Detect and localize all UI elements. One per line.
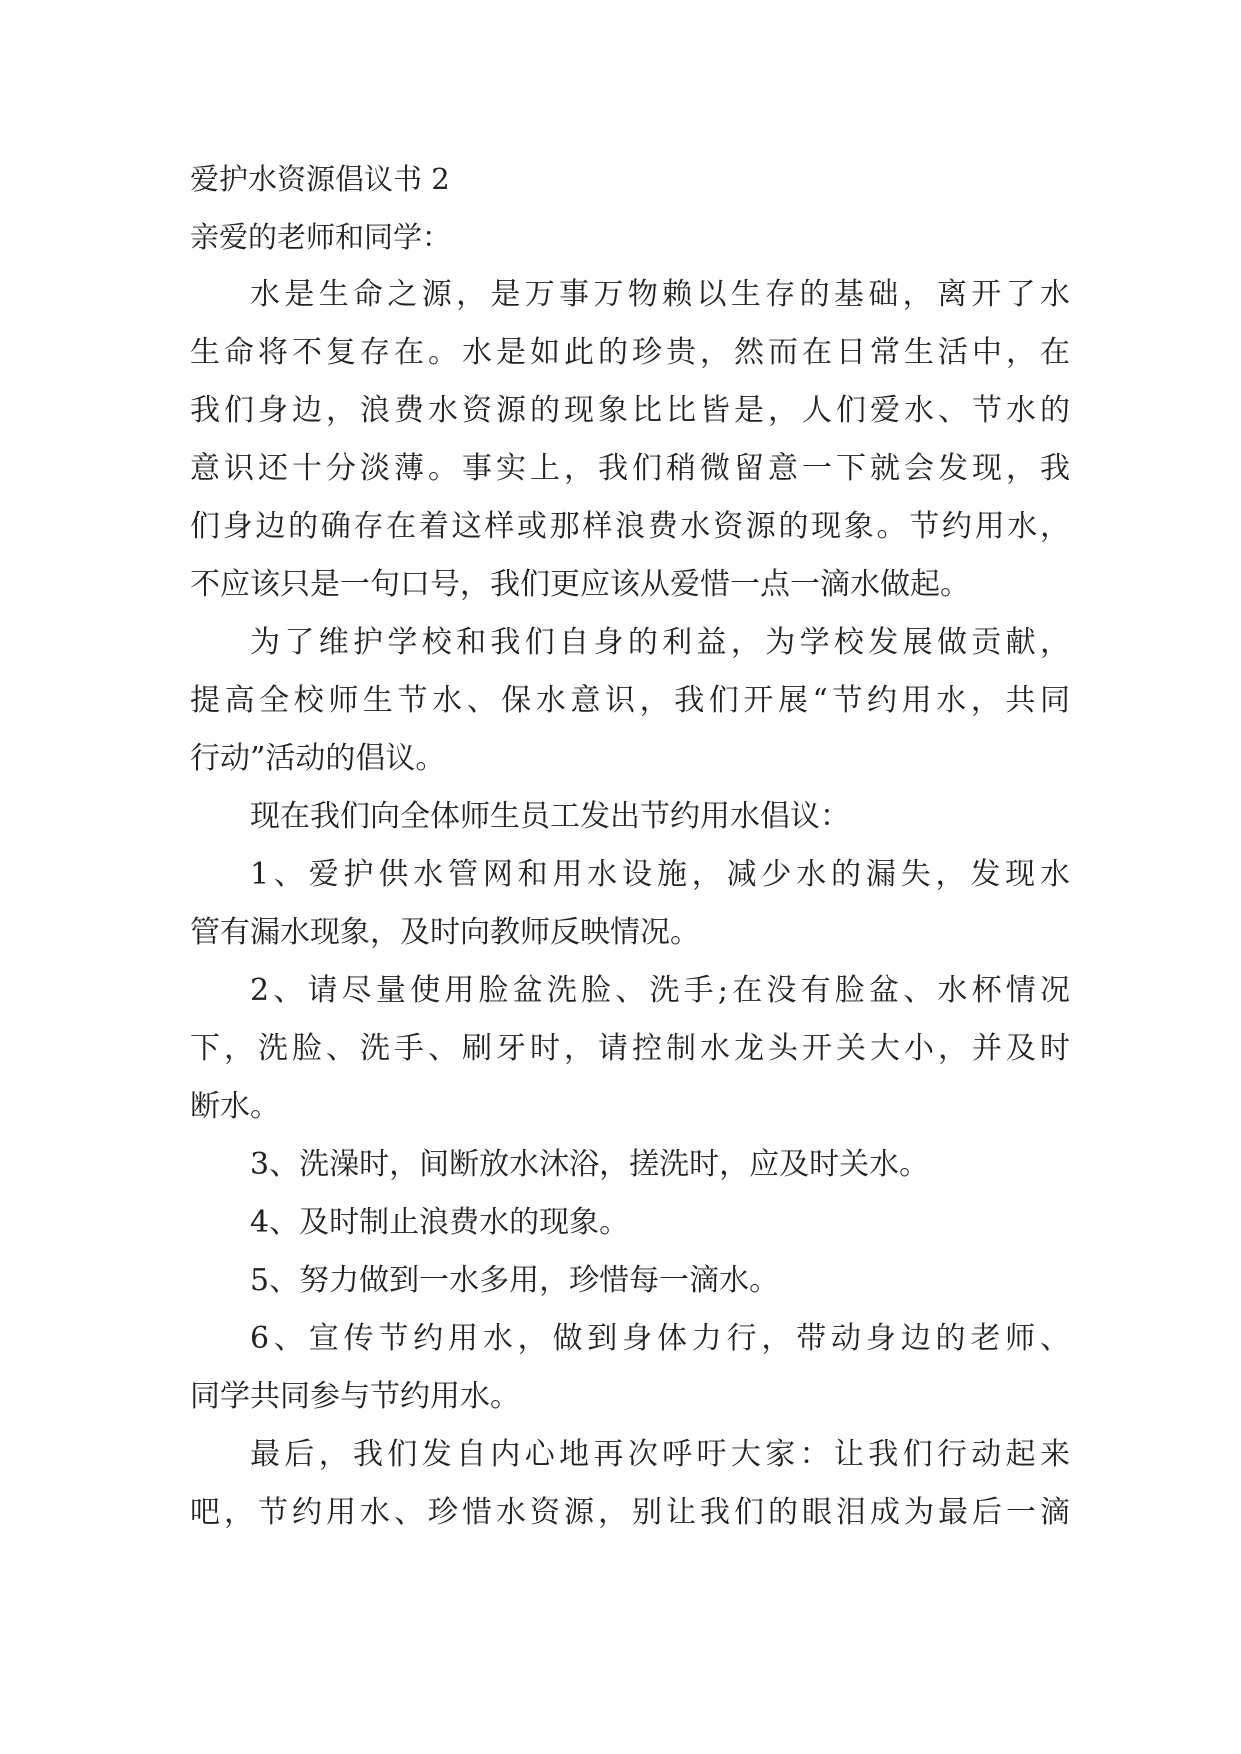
document-page <box>190 150 1070 1542</box>
greeting: 亲爱的老师和同学： <box>190 220 452 254</box>
list-item <box>190 1252 1070 1310</box>
paragraph-line: 不应该只是一句口号，我们更应该从爱惜一点一滴水做起。 <box>190 567 970 602</box>
paragraph <box>190 266 1070 614</box>
list-item <box>190 1194 1070 1252</box>
paragraph-line: 3、洗澡时，间断放水沐浴，搓洗时，应及时关水。 <box>250 1147 930 1182</box>
paragraph-line: 行动”活动的倡议。 <box>190 741 446 776</box>
paragraph-line: 4、及时制止浪费水的现象。 <box>250 1205 630 1240</box>
list-item <box>190 846 1070 962</box>
paragraph-line: 管有漏水现象，及时向教师反映情况。 <box>190 915 700 950</box>
paragraph <box>190 614 1070 788</box>
paragraph-line: 们身边的确存在着这样或那样浪费水资源的现象。节约用水， <box>190 509 1070 544</box>
paragraph-line: 水是生命之源，是万事万物赖以生存的基础，离开了水 <box>250 277 1070 312</box>
paragraph-line: 生命将不复存在。水是如此的珍贵，然而在日常生活中，在 <box>190 335 1070 370</box>
paragraph-line: 5、努力做到一水多用，珍惜每一滴水。 <box>250 1263 780 1298</box>
paragraph-line: 6、宣传节约用水，做到身体力行，带动身边的老师、 <box>250 1321 1070 1356</box>
paragraph-line: 最后，我们发自内心地再次呼吁大家：让我们行动起来 <box>250 1437 1070 1472</box>
paragraph-line: 现在我们向全体师生员工发出节约用水倡议： <box>250 799 850 834</box>
list-item <box>190 1136 1070 1194</box>
document-title: 爱护水资源倡议书 2 <box>190 162 450 196</box>
paragraph-line: 同学共同参与节约用水。 <box>190 1379 520 1414</box>
paragraph-line: 2、请尽量使用脸盆洗脸、洗手;在没有脸盆、水杯情况 <box>250 973 1070 1008</box>
paragraph-line: 为了维护学校和我们自身的利益，为学校发展做贡献， <box>250 625 1070 660</box>
paragraph-line: 1、爱护供水管网和用水设施，减少水的漏失，发现水 <box>250 857 1070 892</box>
paragraph-line: 我们身边，浪费水资源的现象比比皆是，人们爱水、节水的 <box>190 393 1070 428</box>
paragraph-line: 意识还十分淡薄。事实上，我们稍微留意一下就会发现，我 <box>190 451 1070 486</box>
list-item <box>190 1310 1070 1426</box>
paragraph-line: 下，洗脸、洗手、刷牙时，请控制水龙头开关大小，并及时 <box>190 1031 1070 1066</box>
paragraph-line: 提高全校师生节水、保水意识，我们开展“节约用水，共同 <box>190 683 1070 718</box>
paragraph <box>190 1426 1070 1542</box>
paragraph-line: 断水。 <box>190 1089 280 1124</box>
paragraph <box>190 788 1070 846</box>
paragraph-line: 吧，节约用水、珍惜水资源，别让我们的眼泪成为最后一滴 <box>190 1495 1070 1530</box>
list-item <box>190 962 1070 1136</box>
